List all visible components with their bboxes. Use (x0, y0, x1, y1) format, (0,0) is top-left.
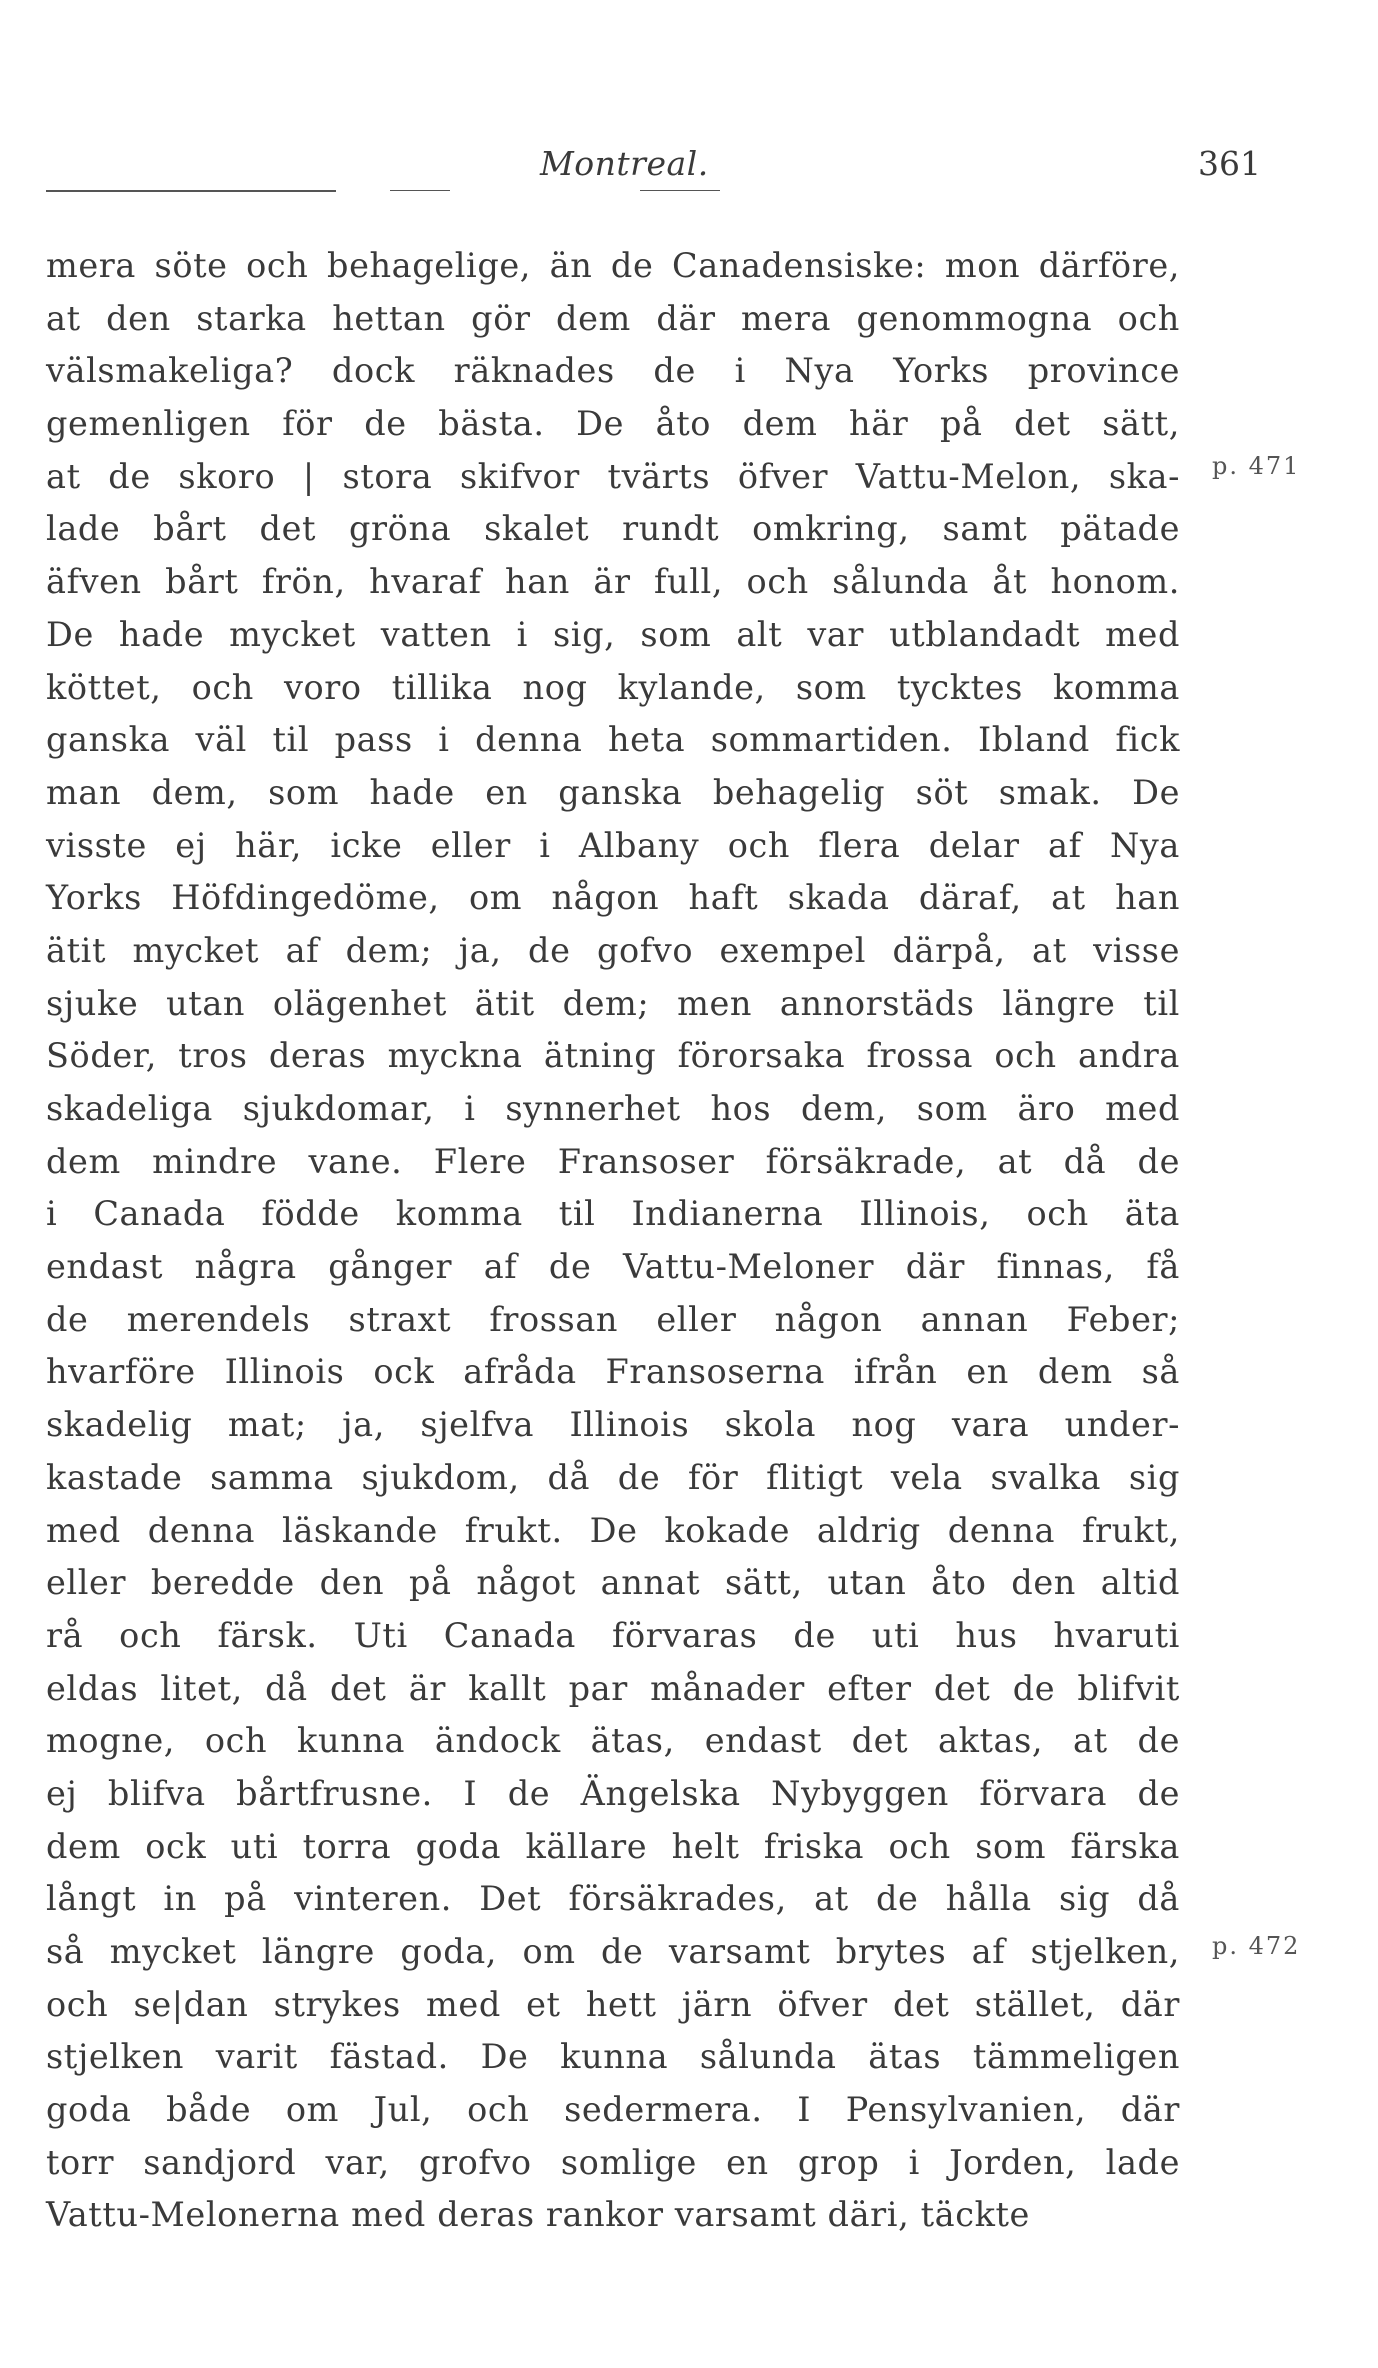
text-line: välsmakeliga? dock räknades de i Nya Yorks province (46, 351, 1180, 391)
text-line: skadelig mat; ja, sjelfva Illinois skola nog vara under- (46, 1405, 1180, 1445)
text-line: ej blifva bårtfrusne. I de Ängelska Nybyggen förvara de (46, 1773, 1180, 1813)
header-rule-left (46, 190, 336, 192)
text-line: äfven bårt frön, hvaraf han är full, och sålunda åt honom. (46, 562, 1180, 602)
text-line: ganska väl til pass i denna heta sommartiden. Ibland fick (46, 720, 1180, 760)
text-line: ätit mycket af dem; ja, de gofvo exempel därpå, at visse (46, 930, 1180, 970)
text-line: hvarföre Illinois ock afråda Fransoserna ifrån en dem så (46, 1352, 1180, 1392)
text-line: gemenligen för de bästa. De åto dem här på det sätt, (46, 404, 1180, 444)
text-line: så mycket längre goda, om de varsamt brytes af stjelken, (46, 1932, 1180, 1971)
text-line: Söder, tros deras myckna ätning förorsaka frossa och andra (46, 1036, 1180, 1076)
text-line: man dem, som hade en ganska behagelig söt smak. De (46, 772, 1180, 812)
text-line: dem ock uti torra goda källare helt friska och som färska (46, 1826, 1180, 1866)
text-line: kastade samma sjukdom, då de för flitigt vela svalka sig (46, 1457, 1180, 1497)
text-line: Yorks Höfdingedöme, om någon haft skada däraf, at han (46, 878, 1180, 918)
margin-page-ref: p. 471 (1212, 452, 1301, 480)
text-line: at de skoro | stora skifvor tvärts öfver Vattu-Melon, ska- (46, 456, 1180, 496)
text-line: goda både om Jul, och sedermera. I Pensylvanien, där (46, 2090, 1180, 2130)
running-title: Montreal. (540, 144, 709, 183)
margin-page-ref: p. 472 (1212, 1932, 1301, 1960)
text-line: endast några gånger af de Vattu-Meloner där finnas, få (46, 1247, 1180, 1287)
page-number: 361 (1198, 144, 1261, 183)
text-line: dem mindre vane. Flere Fransoser försäkrade, at då de (46, 1141, 1180, 1181)
text-line: och se|dan strykes med et hett järn öfver det stället, där (46, 1984, 1180, 2024)
text-line: skadeliga sjukdomar, i synnerhet hos dem, som äro med (46, 1089, 1180, 1128)
header-rule-middle (390, 190, 450, 191)
text-line: De hade mycket vatten i sig, som alt var utblandadt med (46, 614, 1180, 654)
text-line: eller beredde den på något annat sätt, utan åto den altid (46, 1563, 1180, 1603)
text-line: lade bårt det gröna skalet rundt omkring, samt pätade (46, 509, 1180, 549)
text-line: långt in på vinteren. Det försäkrades, at de hålla sig då (46, 1879, 1180, 1919)
body-text (46, 240, 1180, 2242)
text-line: at den starka hettan gör dem där mera genommogna och (46, 298, 1180, 338)
text-line: med denna läskande frukt. De kokade aldrig denna frukt, (46, 1510, 1180, 1550)
header-rule-right (640, 190, 720, 191)
text-line: de merendels straxt frossan eller någon annan Feber; (46, 1299, 1180, 1339)
text-line: eldas litet, då det är kallt par månader efter det de blifvit (46, 1668, 1180, 1708)
text-line: stjelken varit fästad. De kunna sålunda ätas tämmeligen (46, 2037, 1180, 2077)
text-line: sjuke utan olägenhet ätit dem; men annorstäds längre til (46, 983, 1180, 1023)
text-line: i Canada födde komma til Indianerna Illinois, och äta (46, 1194, 1180, 1234)
text-line: köttet, och voro tillika nog kylande, som tycktes komma (46, 667, 1180, 707)
text-line: Vattu-Melonerna med deras rankor varsamt däri, täckte (46, 2195, 1030, 2235)
running-head (0, 144, 1378, 192)
text-line: rå och färsk. Uti Canada förvaras de uti hus hvaruti (46, 1615, 1180, 1655)
text-line: mogne, och kunna ändock ätas, endast det aktas, at de (46, 1721, 1180, 1761)
text-line: torr sandjord var, grofvo somlige en grop i Jorden, lade (46, 2142, 1180, 2182)
text-line: visste ej här, icke eller i Albany och flera delar af Nya (46, 825, 1180, 865)
text-line: mera söte och behagelige, än de Canadensiske: mon därföre, (46, 246, 1180, 285)
